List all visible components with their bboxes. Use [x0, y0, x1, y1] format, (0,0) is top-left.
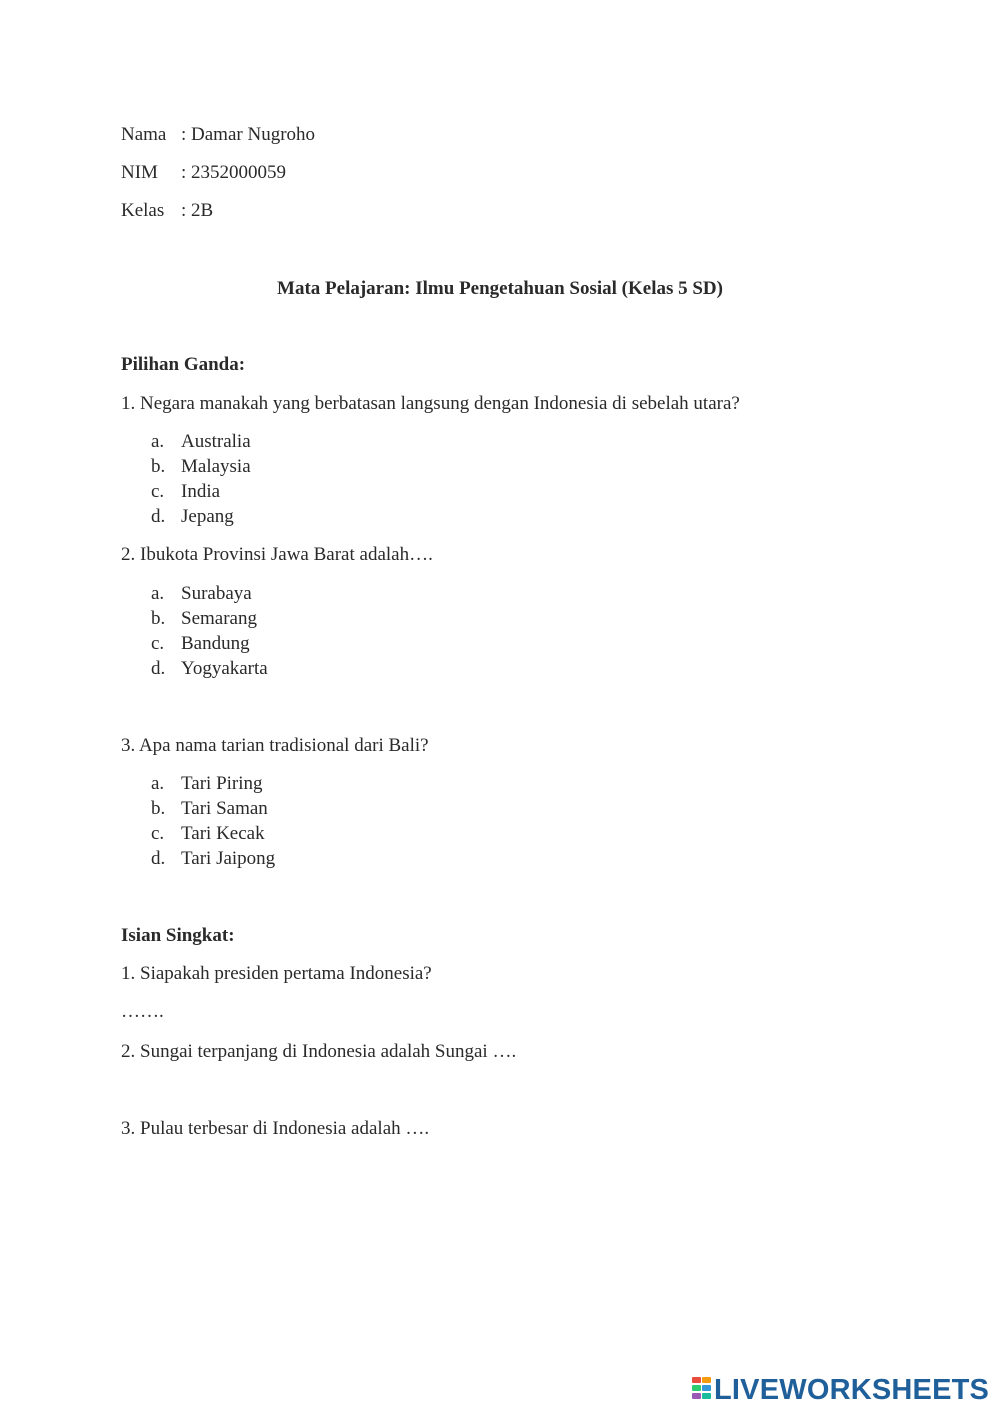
sa-question-1: 1. Siapakah presiden pertama Indonesia? [121, 963, 432, 984]
mc-question-1: 1. Negara manakah yang berbatasan langsung dengan Indonesia di sebelah utara? [121, 393, 740, 414]
nim-value: : 2352000059 [181, 162, 287, 183]
mc-q2-option-b-letter: b. [151, 608, 166, 629]
mc-q1-option-b-letter: b. [151, 456, 166, 477]
logo-block [692, 1377, 701, 1383]
mc-q2-option-b[interactable]: Semarang [181, 608, 257, 629]
mc-q3-option-a[interactable]: Tari Piring [181, 773, 263, 794]
multiple-choice-heading: Pilihan Ganda: [121, 354, 246, 375]
short-answer-heading: Isian Singkat: [121, 925, 235, 946]
sa-answer-1-field[interactable]: ……. [121, 1001, 164, 1022]
logo-block [702, 1385, 711, 1391]
logo-block [692, 1393, 701, 1399]
nim-label: NIM [121, 162, 158, 183]
liveworksheets-logo-text: LIVEWORKSHEETS [714, 1373, 990, 1406]
liveworksheets-mark-icon [692, 1377, 712, 1403]
mc-q2-option-c-letter: c. [151, 633, 165, 654]
logo-block [702, 1393, 711, 1399]
mc-q3-option-b[interactable]: Tari Saman [181, 798, 268, 819]
logo-block [702, 1377, 711, 1383]
mc-q1-option-d-letter: d. [151, 506, 166, 527]
mc-q1-option-c[interactable]: India [181, 481, 221, 502]
mc-question-3: 3. Apa nama tarian tradisional dari Bali? [121, 735, 429, 756]
logo-block [692, 1385, 701, 1391]
mc-q3-option-c-letter: c. [151, 823, 165, 844]
name-value: : Damar Nugroho [181, 124, 316, 145]
mc-q2-option-c[interactable]: Bandung [181, 633, 250, 654]
mc-q3-option-b-letter: b. [151, 798, 166, 819]
class-label: Kelas [121, 200, 165, 221]
mc-q1-option-d[interactable]: Jepang [181, 506, 234, 527]
mc-question-2: 2. Ibukota Provinsi Jawa Barat adalah…. [121, 544, 433, 565]
mc-q2-option-a-letter: a. [151, 583, 165, 604]
mc-q1-option-c-letter: c. [151, 481, 165, 502]
mc-q1-option-b[interactable]: Malaysia [181, 456, 251, 477]
subject-title: Mata Pelajaran: Ilmu Pengetahuan Sosial (Kelas 5 SD) [277, 278, 723, 299]
name-label: Nama [121, 124, 167, 145]
class-value: : 2B [181, 200, 214, 221]
mc-q1-option-a-letter: a. [151, 431, 165, 452]
sa-question-2: 2. Sungai terpanjang di Indonesia adalah Sungai …. [121, 1041, 517, 1062]
mc-q3-option-a-letter: a. [151, 773, 165, 794]
mc-q3-option-c[interactable]: Tari Kecak [181, 823, 265, 844]
mc-q2-option-d[interactable]: Yogyakarta [181, 658, 268, 679]
sa-question-3: 3. Pulau terbesar di Indonesia adalah …. [121, 1118, 430, 1139]
mc-q1-option-a[interactable]: Australia [181, 431, 251, 452]
mc-q3-option-d-letter: d. [151, 848, 166, 869]
mc-q3-option-d[interactable]: Tari Jaipong [181, 848, 276, 869]
mc-q2-option-a[interactable]: Surabaya [181, 583, 252, 604]
liveworksheets-logo [692, 1375, 989, 1405]
mc-q2-option-d-letter: d. [151, 658, 166, 679]
